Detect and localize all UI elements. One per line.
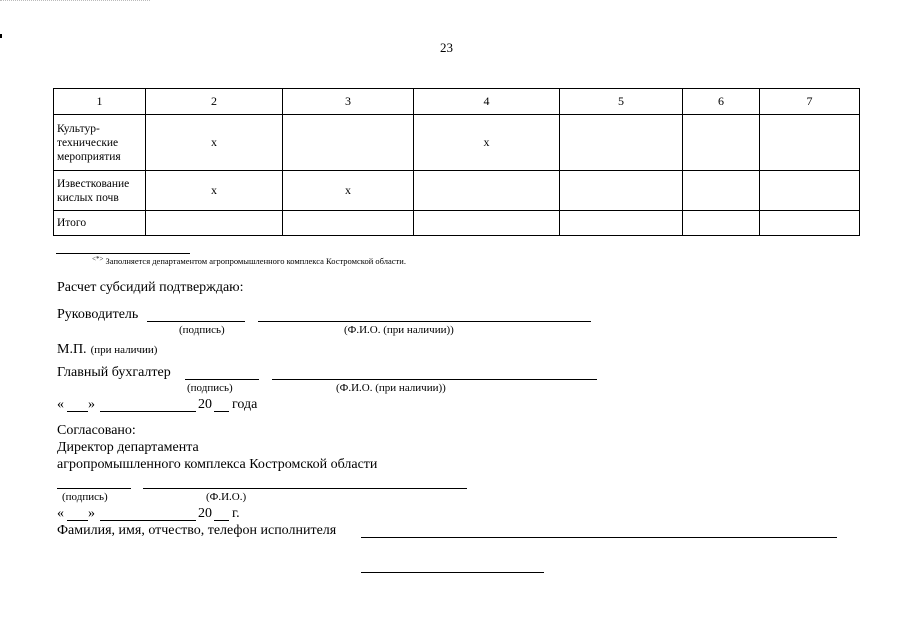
date-day-line[interactable] [67, 520, 88, 521]
subsidy-table [53, 88, 860, 236]
scan-artifact-dots [0, 0, 150, 1]
table-row-label: Итого [54, 211, 146, 236]
executor-label: Фамилия, имя, отчество, телефон исполнителя [57, 523, 337, 538]
year-suffix-short: г. [232, 506, 240, 521]
date-day-line[interactable] [67, 411, 88, 412]
signature-hint: (подпись) [179, 324, 225, 336]
signature-hint: (подпись) [187, 382, 233, 394]
table-cell [683, 211, 760, 236]
table-cell [414, 211, 560, 236]
date-year-line[interactable] [214, 411, 229, 412]
director-line-1: Директор департамента [57, 440, 199, 455]
year-prefix: 20 [198, 506, 212, 521]
table-cell [560, 115, 683, 171]
year-suffix: года [232, 397, 258, 412]
table-cell [560, 211, 683, 236]
accountant-label: Главный бухгалтер [57, 365, 171, 380]
table-row [54, 115, 860, 171]
executor-line[interactable] [361, 537, 837, 538]
date-month-line[interactable] [100, 520, 196, 521]
footnote [92, 256, 406, 266]
date-year-line[interactable] [214, 520, 229, 521]
table-cell: х [283, 171, 414, 211]
table-header-cell: 1 [54, 89, 146, 115]
table-header-cell: 6 [683, 89, 760, 115]
table-cell [560, 171, 683, 211]
fio-hint: (Ф.И.О. (при наличии)) [344, 324, 454, 336]
closing-rule [361, 572, 544, 573]
head-signature-line[interactable] [147, 321, 245, 322]
signature-hint: (подпись) [62, 491, 108, 503]
table-cell [683, 171, 760, 211]
table-cell: х [146, 171, 283, 211]
table-cell [760, 171, 860, 211]
director-line-2: агропромышленного комплекса Костромской области [57, 457, 378, 472]
table-cell: х [414, 115, 560, 171]
table-cell [760, 211, 860, 236]
confirm-text: Расчет субсидий подтверждаю: [57, 280, 244, 295]
table-row-label: Известкование кислых почв [54, 171, 146, 211]
table-row [54, 171, 860, 211]
agreed-label: Согласовано: [57, 423, 136, 438]
table-header-cell: 4 [414, 89, 560, 115]
accountant-signature-line[interactable] [185, 379, 259, 380]
footnote-text: Заполняется департаментом агропромышленного комплекса Костромской области. [105, 256, 406, 266]
table-row-label: Культур- технические мероприятия [54, 115, 146, 171]
table-header-cell: 2 [146, 89, 283, 115]
page-number: 23 [440, 40, 453, 55]
table-header-cell: 7 [760, 89, 860, 115]
footnote-marker: <*> [92, 255, 104, 263]
date-close-quote: » [88, 506, 95, 521]
table-header-row [54, 89, 860, 115]
head-fio-line[interactable] [258, 321, 591, 322]
head-label: Руководитель [57, 307, 139, 322]
date-open-quote: « [57, 397, 64, 412]
table-header-cell: 5 [560, 89, 683, 115]
date-open-quote: « [57, 506, 64, 521]
stamp-row [57, 340, 157, 358]
table-cell [414, 171, 560, 211]
footnote-separator [56, 253, 190, 254]
director-signature-line[interactable] [57, 488, 131, 489]
stamp-label: М.П. [57, 342, 87, 357]
accountant-fio-line[interactable] [272, 379, 597, 380]
table-cell [283, 211, 414, 236]
stamp-hint: (при наличии) [90, 344, 158, 356]
year-prefix: 20 [198, 397, 212, 412]
table-cell: х [146, 115, 283, 171]
date-month-line[interactable] [100, 411, 196, 412]
table-cell [760, 115, 860, 171]
date-close-quote: » [88, 397, 95, 412]
table-cell [683, 115, 760, 171]
scan-artifact-mark [0, 34, 2, 38]
director-fio-line[interactable] [143, 488, 467, 489]
table-cell [146, 211, 283, 236]
fio-hint: (Ф.И.О. (при наличии)) [336, 382, 446, 394]
fio-short-hint: (Ф.И.О.) [206, 491, 247, 503]
table-row-total [54, 211, 860, 236]
table-cell [283, 115, 414, 171]
table-header-cell: 3 [283, 89, 414, 115]
